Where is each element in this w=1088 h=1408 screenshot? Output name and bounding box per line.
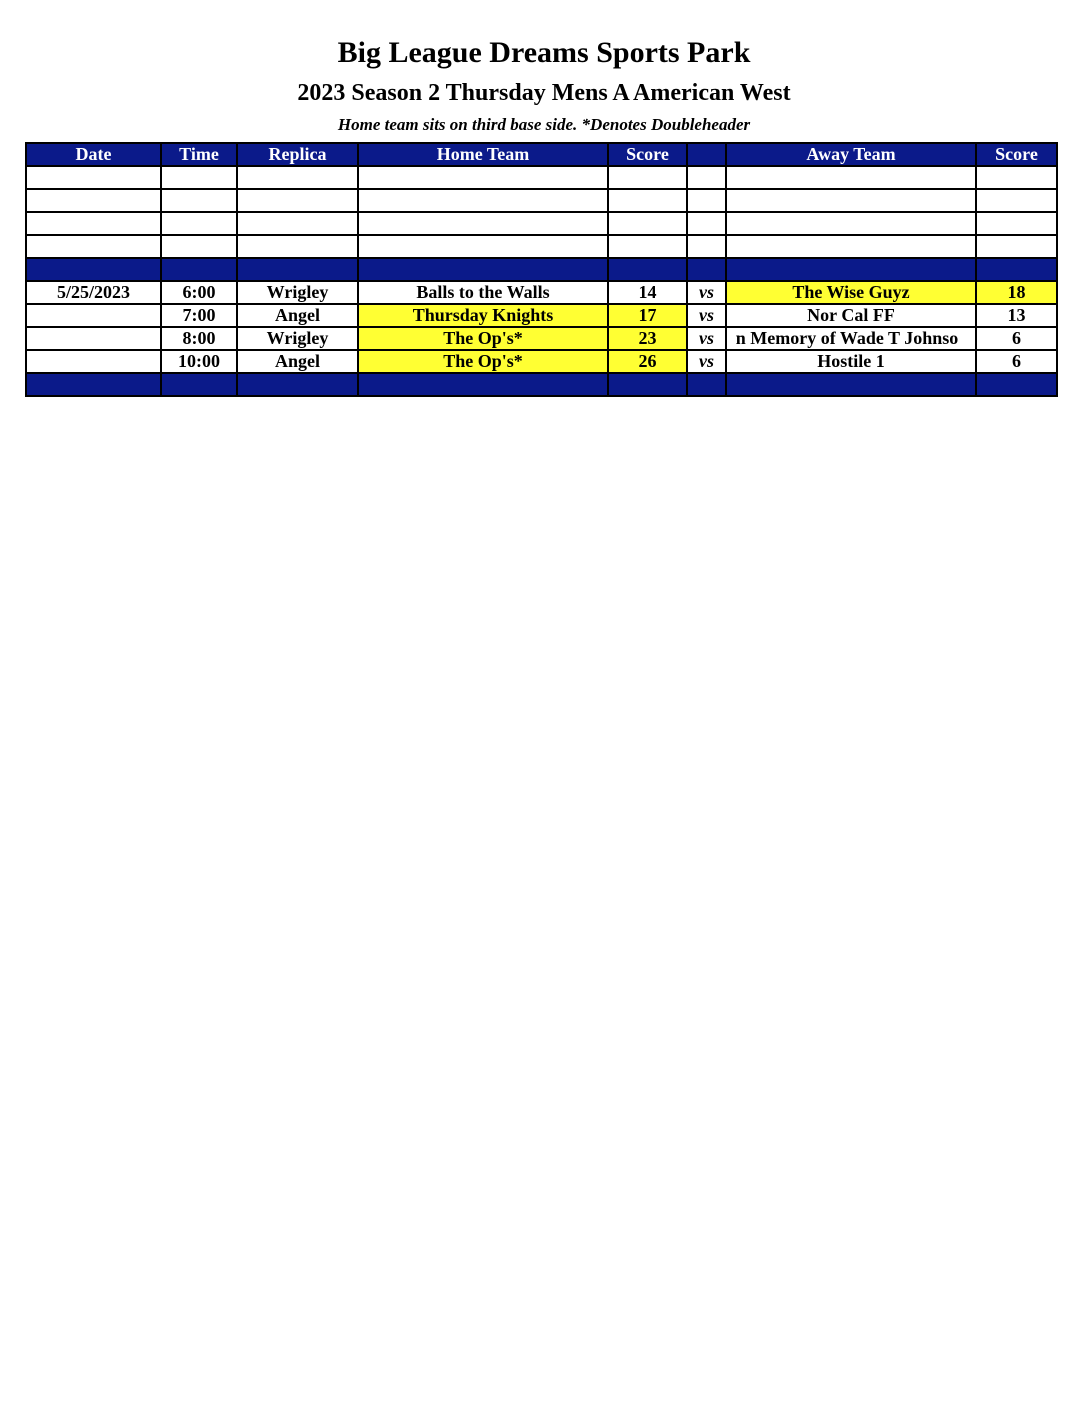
game-replica: Wrigley	[237, 327, 358, 350]
away-team: Hostile 1	[726, 350, 976, 373]
empty-row	[26, 235, 1057, 258]
home-score: 17	[608, 304, 687, 327]
game-time: 7:00	[161, 304, 237, 327]
page-subtitle: 2023 Season 2 Thursday Mens A American West	[297, 80, 791, 106]
col-header-replica: Replica	[237, 143, 358, 166]
vs-label: vs	[687, 350, 726, 373]
away-score: 6	[976, 327, 1057, 350]
separator-row	[26, 258, 1057, 281]
away-team: Nor Cal FF	[726, 304, 976, 327]
empty-row	[26, 166, 1057, 189]
game-time: 10:00	[161, 350, 237, 373]
away-score: 13	[976, 304, 1057, 327]
home-team: Thursday Knights	[358, 304, 608, 327]
away-team: n Memory of Wade T Johnso	[726, 327, 976, 350]
vs-label: vs	[687, 327, 726, 350]
game-time: 8:00	[161, 327, 237, 350]
home-team: The Op's*	[358, 327, 608, 350]
home-team: The Op's*	[358, 350, 608, 373]
away-team: The Wise Guyz	[726, 281, 976, 304]
col-header-away-score: Score	[976, 143, 1057, 166]
col-header-date: Date	[26, 143, 161, 166]
game-replica: Wrigley	[237, 281, 358, 304]
home-score: 14	[608, 281, 687, 304]
away-score: 18	[976, 281, 1057, 304]
col-header-home-score: Score	[608, 143, 687, 166]
game-row	[26, 304, 1057, 327]
col-header-vs	[687, 143, 726, 166]
schedule-table	[25, 142, 1058, 397]
col-header-home-team: Home Team	[358, 143, 608, 166]
game-date: 5/25/2023	[26, 281, 161, 304]
game-date	[26, 304, 161, 327]
page-title: Big League Dreams Sports Park	[337, 36, 751, 69]
game-replica: Angel	[237, 304, 358, 327]
game-time: 6:00	[161, 281, 237, 304]
home-score: 26	[608, 350, 687, 373]
col-header-away-team: Away Team	[726, 143, 976, 166]
vs-label: vs	[687, 304, 726, 327]
game-date	[26, 327, 161, 350]
game-date	[26, 350, 161, 373]
vs-label: vs	[687, 281, 726, 304]
game-row	[26, 327, 1057, 350]
empty-row	[26, 212, 1057, 235]
game-row	[26, 281, 1057, 304]
separator-row	[26, 373, 1057, 396]
col-header-time: Time	[161, 143, 237, 166]
home-score: 23	[608, 327, 687, 350]
home-team: Balls to the Walls	[358, 281, 608, 304]
empty-row	[26, 189, 1057, 212]
game-row	[26, 350, 1057, 373]
header-row	[26, 143, 1057, 166]
page-note: Home team sits on third base side. *Denotes Doubleheader	[337, 115, 751, 134]
game-replica: Angel	[237, 350, 358, 373]
away-score: 6	[976, 350, 1057, 373]
